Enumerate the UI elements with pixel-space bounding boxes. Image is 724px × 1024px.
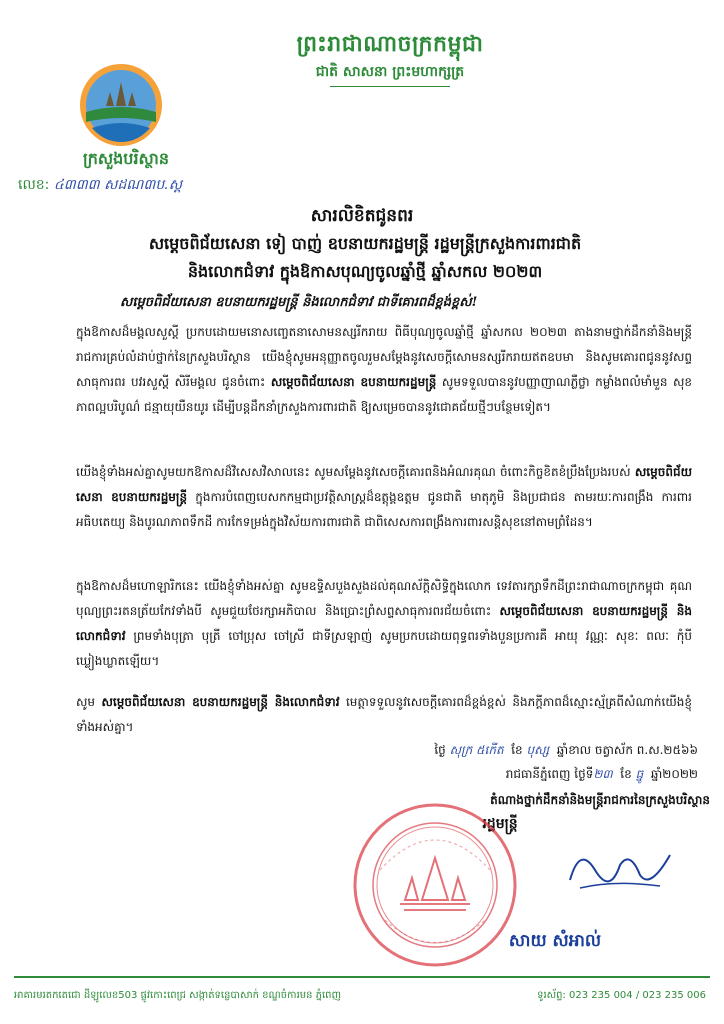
paragraph-3-text-a: ក្នុងឱកាសដ៏មហោឡារិកនេះ យើងខ្ញុំទាំងអស់គ្នា សូមឧទ្ទិសបួងសួងដល់គុណស័ក្តិសិទ្ធិក្នុងលោក ទេវតារក្សាទឹកដីព្រះរាជាណាចក្រកម្ពុជា គុណបុណ្យព្រះរតនត្រ័យកែវទាំងបី សូមជួយថែរក្សាអភិបាល និងប្រោះព្រំសព្ទសាធុការពរជ័យចំពោះ <box>76 579 692 618</box>
paragraph-4-text-c: មេត្តាទទួលនូវសេចក្តីគោរពដ៏ខ្ពង់ខ្ពស់ និងភក្តីភាពដ៏ស្មោះស្ម័គ្រពីសំណាក់យើងខ្ញុំទាំងអស់គ្នា។ <box>76 695 693 734</box>
lunar-date <box>268 742 698 760</box>
paragraph-2-bold: សម្តេចពិជ័យសេនា ឧបនាយករដ្ឋមន្ត្រី <box>76 465 692 504</box>
letter-recipient: សម្តេចពិជ័យសេនា ទៀ បាញ់ ឧបនាយករដ្ឋមន្ត្រី រដ្ឋមន្ត្រីក្រសួងការពារជាតិ <box>148 234 582 253</box>
paragraph-3 <box>76 574 692 674</box>
motto-divider <box>330 86 450 87</box>
minister-title: រដ្ឋមន្ត្រី <box>482 816 518 832</box>
city-date-prefix: រាជធានីភ្នំពេញ ថ្ងៃទី <box>505 767 594 781</box>
salutation: សម្តេចពិជ័យសេនា ឧបនាយករដ្ឋមន្ត្រី និងលោកជំទាវ ជាទីគោរពដ៏ខ្ពង់ខ្ពស់! <box>120 295 478 310</box>
lunar-month-handwritten: បុស្ស <box>526 743 550 757</box>
ministry-logo-icon <box>78 62 164 148</box>
solar-date <box>268 766 698 784</box>
footer <box>14 988 710 1003</box>
paragraph-4-text-a: សូម <box>76 695 102 709</box>
footer-divider <box>14 976 710 978</box>
kingdom-title: ព្រះរាជាណាចក្រកម្ពុជា <box>296 31 484 57</box>
handwritten-signature-icon <box>560 840 680 900</box>
paragraph-2-text-a: យើងខ្ញុំទាំងអស់គ្នាសូមយកឱកាសដ៏វិសេសវិសាលនេះ សូមសម្តែងនូវសេចក្តីគោរពនិងអំណរគុណ ចំពោះកិច្ចខិតខំប្រឹងប្រែងរបស់ <box>76 465 635 479</box>
paragraph-4-bold: សម្តេចពិជ័យសេនា ឧបនាយករដ្ឋមន្ត្រី និងលោកជំទាវ <box>101 695 340 709</box>
paragraph-2-text-c: ក្នុងការបំពេញបេសកកម្មជាប្រវត្តិសាស្ត្រដ៏ឧត្តុង្គឧត្តម ជូនជាតិ មាតុភូមិ និងប្រជាជន តាមរយៈការពង្រឹង ការពារអធិបតេយ្យ និងបូរណភាពទឹកដី ការកែទម្រង់ក្នុងវិស័យការពារជាតិ ជាពិសេសការពង្រឹងការពារសន្តិសុខនៅតាមព្រំដែន។ <box>76 490 692 529</box>
lunar-day-label: ថ្ងៃ <box>434 743 446 757</box>
paragraph-1-bold: សម្តេចពិជ័យសេនា ឧបនាយករដ្ឋមន្ត្រី <box>270 375 437 389</box>
reference-label: លេខ: <box>18 177 50 193</box>
ministry-name: ក្រសួងបរិស្ថាន <box>82 149 169 168</box>
footer-address: អាគារមរតកតេជោ ដីឡូលេខ503 ផ្លូវកោះពេជ្រ សង្កាត់ទន្លេបាសាក់ ខណ្ឌចំការមន ភ្នំពេញ <box>14 990 342 1001</box>
signatory-role: តំណាងថ្នាក់ដឹកនាំនិងមន្ត្រីរាជការនៃក្រសួងបរិស្ថាន <box>490 793 710 807</box>
day-handwritten: ២៣ <box>593 767 613 781</box>
letter-title: សារលិខិតជូនពរ <box>310 206 414 226</box>
paragraph-3-text-c: ព្រមទាំងបុត្រា បុត្រី ចៅប្រុស ចៅស្រី ជាទីស្រឡាញ់ សូមប្រកបដោយពុទ្ធពរទាំងបួនប្រការគឺ អាយុ វណ្ណៈ សុខៈ ពលៈ កុំបីឃ្លៀងឃ្លាតឡើយ។ <box>76 629 692 668</box>
year: ឆ្នាំ២០២២ <box>650 767 698 781</box>
month-handwritten: ធ្នូ <box>635 767 644 781</box>
month-label: ខែ <box>620 767 632 781</box>
paragraph-1 <box>76 320 692 420</box>
paragraph-1-text-c: សូមទទួលបាននូវបញ្ញាញាណភ្លឺថ្លា កម្លាំងពលំមាំមួន សុខភាពល្អបរិបូណ៌ ជន្មាយុយឺនយូរ ដើម្បីបន្តដឹកនាំក្រសួងការពារជាតិ ឱ្យសម្រេចបាននូវជោគជ័យថ្មីៗបន្ថែមទៀត។ <box>76 375 692 414</box>
national-motto: ជាតិ សាសនា ព្រះមហាក្សត្រ <box>315 64 465 80</box>
reference-number <box>18 175 182 196</box>
paragraph-1-text-a: ក្នុងឱកាសដ៏មង្គលសួស្តី ប្រកបដោយមនោសញ្ចេតនាសោមនស្សរីករាយ ពិធីបុណ្យចូលឆ្នាំថ្មី ឆ្នាំសកល ២០២៣ តាងនាមថ្នាក់ដឹកនាំនិងមន្ត្រីរាជការគ្រប់លំដាប់ថ្នាក់នៃក្រសួងបរិស្ថាន យើងខ្ញុំសូមអនុញ្ញាតចូលរួមសម្តែងនូវសេចក្តីសោមនស្សរីករាយឥតឧបមា និងសូមគោរពជូននូវសព្ទសាធុការពរ បវរសួស្តី សិរីមង្គល ជូនចំពោះ <box>76 325 692 389</box>
letter-occasion: និងលោកជំទាវ ក្នុងឱកាសបុណ្យចូលឆ្នាំថ្មី ឆ្នាំសកល ២០២៣ <box>187 262 543 281</box>
lunar-month-label: ខែ <box>511 743 523 757</box>
reference-value: ៤៣៣៣ សដណ៣ប.ស្ត <box>53 177 183 193</box>
paragraph-4 <box>76 690 692 740</box>
footer-phone: ទូរស័ព្ទ: 023 235 004 / 023 235 006 <box>537 990 706 1001</box>
paragraph-3-bold: សម្តេចពិជ័យសេនា ឧបនាយករដ្ឋមន្ត្រី និងលោកជំទាវ <box>76 604 692 643</box>
lunar-year: ឆ្នាំខាល ចត្វាស័ក ព.ស.២៥៦៦ <box>556 743 698 757</box>
lunar-day-handwritten: សុក្រ ៥កើត <box>449 743 504 757</box>
paragraph-2 <box>76 460 692 535</box>
signatory-name: សាយ សំអាល់ <box>508 931 602 951</box>
